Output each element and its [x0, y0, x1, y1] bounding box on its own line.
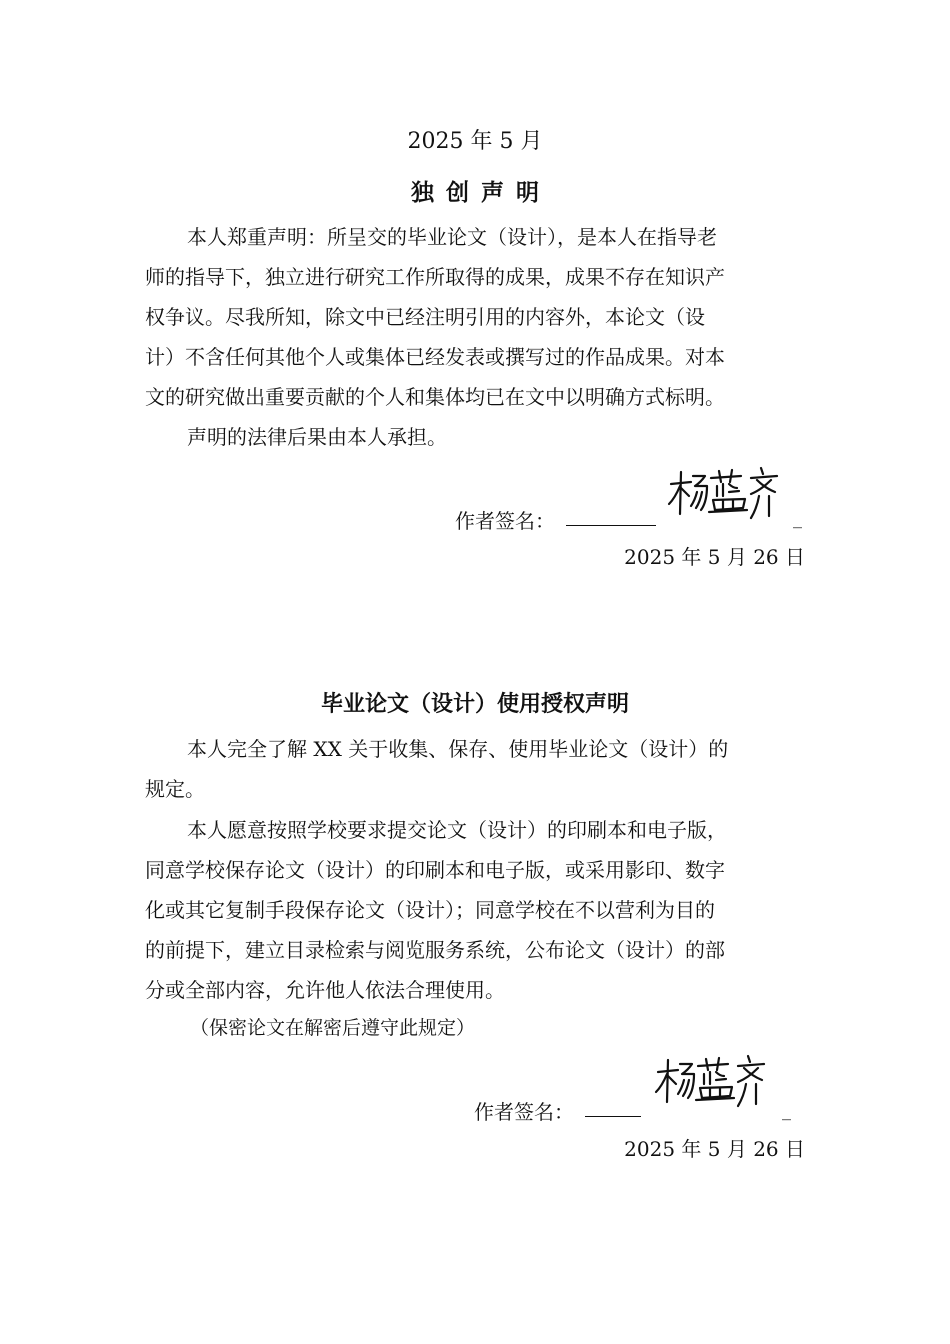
originality-declaration-body	[145, 217, 810, 457]
trailing-mark: _	[782, 1100, 791, 1121]
trailing-mark: _	[793, 508, 802, 529]
body-line: 同意学校保存论文（设计）的印刷本和电子版，或采用影印、数字	[145, 858, 725, 882]
top-date: 2025 年 5 月	[407, 129, 543, 154]
usage-authorization-title: 毕业论文（设计）使用授权声明	[320, 692, 629, 717]
body-line: 师的指导下，独立进行研究工作所取得的成果，成果不存在知识产	[145, 265, 725, 289]
handwritten-signature	[652, 1054, 772, 1110]
signature-line	[585, 1096, 641, 1119]
body-line: 本人郑重声明：所呈交的毕业论文（设计），是本人在指导老	[187, 225, 717, 249]
originality-declaration-title: 独创声明	[411, 180, 551, 206]
signature-line	[566, 505, 656, 528]
body-line: 本人愿意按照学校要求提交论文（设计）的印刷本和电子版，	[187, 818, 727, 842]
body-line: 分或全部内容，允许他人依法合理使用。	[145, 978, 505, 1002]
handwritten-signature	[665, 466, 785, 522]
body-line: 计）不含任何其他个人或集体已经发表或撰写过的作品成果。对本	[145, 345, 725, 369]
signature-date: 2025 年 5 月 26 日	[624, 545, 805, 569]
author-signature-label: 作者签名：	[474, 1100, 574, 1124]
signature-date: 2025 年 5 月 26 日	[624, 1137, 805, 1161]
confidential-note: （保密论文在解密后遵守此规定）	[190, 1017, 476, 1039]
authorization-para-2	[145, 810, 810, 1010]
body-line: 本人完全了解 XX 关于收集、保存、使用毕业论文（设计）的	[187, 737, 729, 761]
body-line: 的前提下，建立目录检索与阅览服务系统，公布论文（设计）的部	[145, 938, 725, 962]
body-line: 规定。	[145, 777, 205, 801]
body-line: 化或其它复制手段保存论文（设计）；同意学校在不以营利为目的	[145, 898, 715, 922]
body-line: 权争议。尽我所知，除文中已经注明引用的内容外，本论文（设	[145, 305, 705, 329]
authorization-para-1	[145, 729, 810, 809]
body-line: 文的研究做出重要贡献的个人和集体均已在文中以明确方式标明。	[145, 385, 725, 409]
legal-consequence-line: 声明的法律后果由本人承担。	[187, 425, 447, 449]
author-signature-label: 作者签名：	[455, 509, 555, 533]
